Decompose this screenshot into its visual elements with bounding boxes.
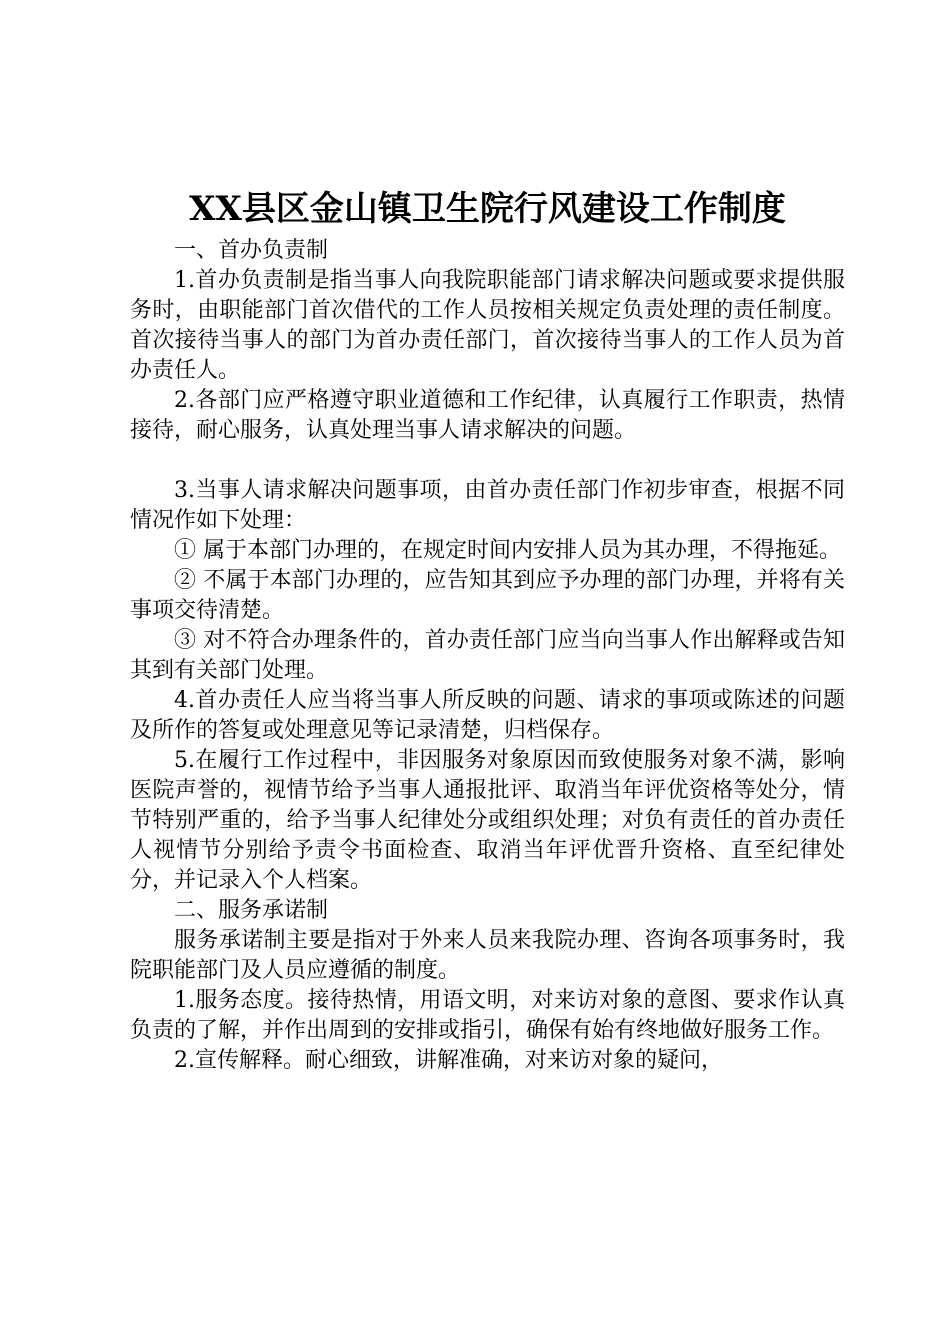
- list-item: ③ 对不符合办理条件的，首办责任部门应当向当事人作出解释或告知其到有关部门处理。: [130, 628, 845, 683]
- paragraph: 3.当事人请求解决问题事项，由首办责任部门作初步审查，根据不同情况作如下处理：: [130, 478, 845, 533]
- paragraph: 4.首办责任人应当将当事人所反映的问题、请求的事项或陈述的问题及所作的答复或处理意见等记录清楚，归档保存。: [130, 688, 845, 743]
- paragraph: 2.宣传解释。耐心细致，讲解准确，对来访对象的疑问，: [174, 1048, 723, 1073]
- section-heading-1: 一、首办负责制: [174, 238, 329, 263]
- paragraph: 5.在履行工作过程中，非因服务对象原因而致使服务对象不满，影响医院声誉的，视情节给予当事人通报批评、取消当年评优资格等处分，情节特别严重的，给予当事人纪律处分或组织处理；对负有责任的首办责任人视情节分别给予责令书面检查、取消当年评优晋升资格、直至纪律处分，并记录入个人档案。: [130, 748, 845, 893]
- paragraph: 1.首办负责制是指当事人向我院职能部门请求解决问题或要求提供服务时，由职能部门首次借代的工作人员按相关规定负责处理的责任制度。首次接待当事人的部门为首办责任部门，首次接待当事人的工作人员为首办责任人。: [130, 268, 845, 383]
- section-heading-2: 二、服务承诺制: [174, 898, 329, 923]
- list-item: ① 属于本部门办理的，在规定时间内安排人员为其办理，不得拖延。: [174, 538, 841, 563]
- paragraph: 1.服务态度。接待热情，用语文明，对来访对象的意图、要求作认真负责的了解，并作出周到的安排或指引，确保有始有终地做好服务工作。: [130, 988, 845, 1043]
- paragraph: 2.各部门应严格遵守职业道德和工作纪律，认真履行工作职责，热情接待，耐心服务，认真处理当事人请求解决的问题。: [130, 388, 845, 443]
- list-item: ② 不属于本部门办理的，应告知其到应予办理的部门办理，并将有关事项交待清楚。: [130, 568, 845, 623]
- document-page: [130, 186, 845, 1076]
- document-title: XX县区金山镇卫生院行风建设工作制度: [189, 189, 786, 229]
- paragraph: 服务承诺制主要是指对于外来人员来我院办理、咨询各项事务时，我院职能部门及人员应遵循的制度。: [130, 928, 845, 983]
